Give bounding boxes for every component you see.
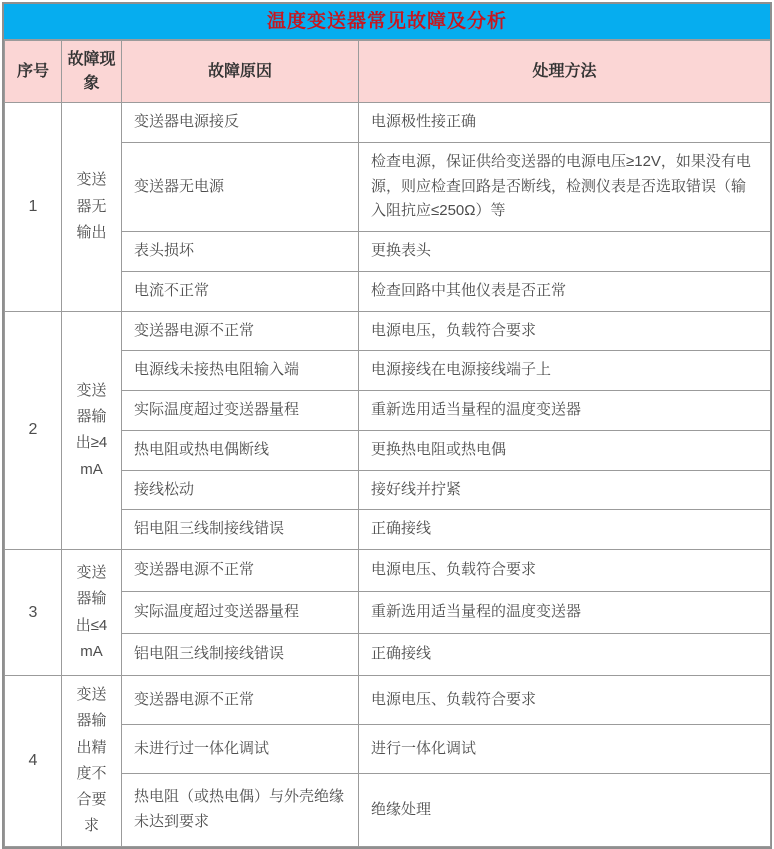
solution-cell: 检查回路中其他仪表是否正常	[359, 271, 771, 311]
fault-cause-cell: 接线松动	[122, 470, 359, 510]
fault-cause-cell: 未进行过一体化调试	[122, 725, 359, 774]
table-row	[5, 550, 771, 592]
solution-cell: 电源电压，负载符合要求	[359, 311, 771, 351]
serial-number-cell: 1	[5, 103, 62, 312]
solution-cell: 正确接线	[359, 634, 771, 676]
solution-cell: 重新选用适当量程的温度变送器	[359, 391, 771, 431]
fault-cause-cell: 热电阻（或热电偶）与外壳绝缘未达到要求	[122, 774, 359, 846]
solution-cell: 绝缘处理	[359, 774, 771, 846]
header-serial-number: 序号	[5, 41, 62, 103]
fault-cause-cell: 铝电阻三线制接线错误	[122, 634, 359, 676]
fault-cause-cell: 表头损坏	[122, 232, 359, 272]
fault-cause-cell: 变送器电源接反	[122, 103, 359, 143]
fault-cause-cell: 变送器电源不正常	[122, 676, 359, 725]
fault-cause-cell: 变送器电源不正常	[122, 311, 359, 351]
page-title: 温度变送器常见故障及分析	[4, 4, 770, 40]
solution-cell: 正确接线	[359, 510, 771, 550]
solution-cell: 进行一体化调试	[359, 725, 771, 774]
fault-phenomenon-cell: 变送器无输出	[62, 103, 122, 312]
solution-cell: 电源极性接正确	[359, 103, 771, 143]
fault-cause-cell: 变送器电源不正常	[122, 550, 359, 592]
serial-number-cell: 4	[5, 676, 62, 847]
solution-cell: 接好线并拧紧	[359, 470, 771, 510]
table-row	[5, 311, 771, 351]
solution-cell: 电源电压、负载符合要求	[359, 550, 771, 592]
table-header	[5, 41, 771, 103]
serial-number-cell: 2	[5, 311, 62, 550]
header-row	[5, 41, 771, 103]
fault-cause-cell: 变送器无电源	[122, 142, 359, 231]
serial-number-cell: 3	[5, 550, 62, 676]
solution-cell: 重新选用适当量程的温度变送器	[359, 592, 771, 634]
solution-cell: 检查电源，保证供给变送器的电源电压≥12V，如果没有电源，则应检查回路是否断线，检测仪表是否选取错误（输入阻抗应≤250Ω）等	[359, 142, 771, 231]
fault-cause-cell: 铝电阻三线制接线错误	[122, 510, 359, 550]
solution-cell: 电源接线在电源接线端子上	[359, 351, 771, 391]
solution-cell: 更换热电阻或热电偶	[359, 430, 771, 470]
solution-cell: 电源电压、负载符合要求	[359, 676, 771, 725]
fault-cause-cell: 实际温度超过变送器量程	[122, 592, 359, 634]
fault-cause-cell: 电流不正常	[122, 271, 359, 311]
fault-phenomenon-cell: 变送器输出≤4mA	[62, 550, 122, 676]
fault-table	[4, 40, 771, 847]
fault-table-frame	[2, 2, 772, 849]
fault-phenomenon-cell: 变送器输出≥4mA	[62, 311, 122, 550]
fault-cause-cell: 电源线未接热电阻输入端	[122, 351, 359, 391]
fault-cause-cell: 实际温度超过变送器量程	[122, 391, 359, 431]
table-row	[5, 103, 771, 143]
fault-cause-cell: 热电阻或热电偶断线	[122, 430, 359, 470]
table-row	[5, 676, 771, 725]
solution-cell: 更换表头	[359, 232, 771, 272]
header-fault-phenomenon: 故障现象	[62, 41, 122, 103]
header-solution: 处理方法	[359, 41, 771, 103]
fault-table-body	[5, 103, 771, 847]
fault-phenomenon-cell: 变送器输出精度不合要求	[62, 676, 122, 847]
header-fault-cause: 故障原因	[122, 41, 359, 103]
